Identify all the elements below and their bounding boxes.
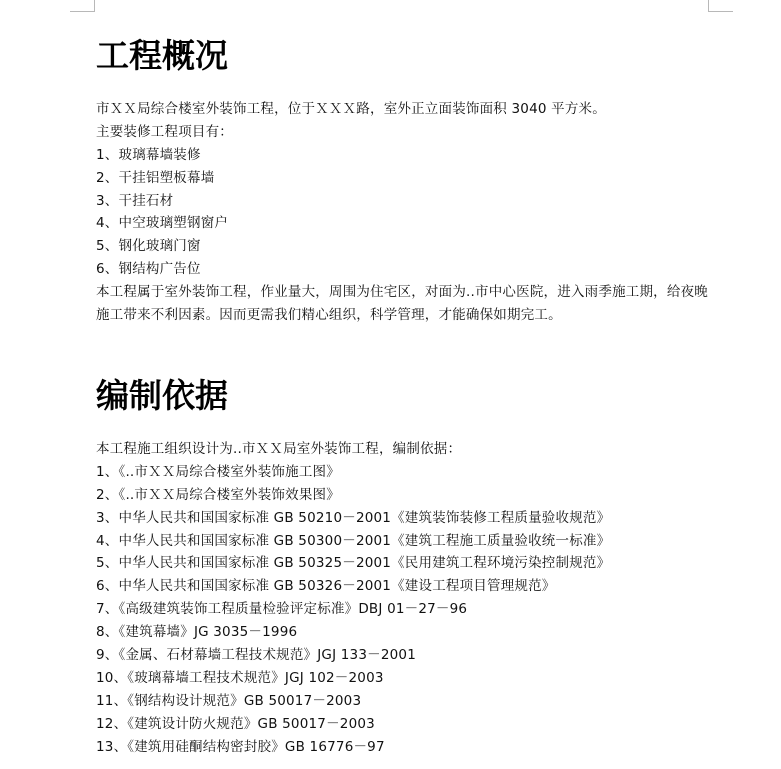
basis-item-1: 1、《..市ＸＸ局综合楼室外装饰施工图》 [96,463,340,480]
basis-item-3: 3、中华人民共和国国家标准 GB 50210－2001《建筑装饰装修工程质量验收规范》 [96,509,611,526]
margin-corner-mark-left [70,0,95,12]
section-project-overview [96,98,716,327]
overview-item-1: 1、玻璃幕墙装修 [96,146,201,163]
margin-corner-mark-right [708,0,733,12]
overview-item-4: 4、中空玻璃塑钢窗户 [96,215,229,232]
basis-item-9: 9、《金属、石材幕墙工程技术规范》JGJ 133－2001 [96,647,416,664]
basis-item-12: 12、《建筑设计防火规范》GB 50017－2003 [96,715,375,732]
overview-paragraph: 本工程属于室外装饰工程，作业量大，周围为住宅区，对面为..市中心医院，进入雨季施工期，给夜晚施工带来不利因素。因而更需我们精心组织，科学管理，才能确保如期完工。 [96,284,708,324]
basis-intro-line: 本工程施工组织设计为..市ＸＸ局室外装饰工程，编制依据： [96,441,462,457]
basis-item-10: 10、《玻璃幕墙工程技术规范》JGJ 102－2003 [96,669,384,686]
overview-intro-line: 市ＸＸ局综合楼室外装饰工程，位于ＸＸＸ路，室外正立面装饰面积 3040 平方米。 [96,101,606,117]
heading-project-overview: 工程概况 [96,36,228,75]
basis-item-6: 6、中华人民共和国国家标准 GB 50326－2001《建设工程项目管理规范》 [96,578,556,595]
basis-item-5: 5、中华人民共和国国家标准 GB 50325－2001《民用建筑工程环境污染控制规范》 [96,555,611,572]
basis-item-8: 8、《建筑幕墙》JG 3035－1996 [96,624,298,641]
basis-item-2: 2、《..市ＸＸ局综合楼室外装饰效果图》 [96,486,340,503]
overview-item-2: 2、干挂铝塑板幕墙 [96,169,215,186]
overview-items-label: 主要装修工程项目有： [96,123,233,140]
basis-item-13: 13、《建筑用硅酮结构密封胶》GB 16776－97 [96,738,385,755]
overview-item-3: 3、干挂石材 [96,192,174,209]
basis-item-11: 11、《钢结构设计规范》GB 50017－2003 [96,692,362,709]
basis-item-4: 4、中华人民共和国国家标准 GB 50300－2001《建筑工程施工质量验收统一标准》 [96,532,611,549]
heading-compilation-basis: 编制依据 [96,376,228,415]
overview-item-6: 6、钢结构广告位 [96,261,201,278]
section-compilation-basis [96,438,716,758]
overview-item-5: 5、钢化玻璃门窗 [96,238,201,255]
basis-item-7: 7、《高级建筑装饰工程质量检验评定标准》DBJ 01－27－96 [96,601,468,618]
